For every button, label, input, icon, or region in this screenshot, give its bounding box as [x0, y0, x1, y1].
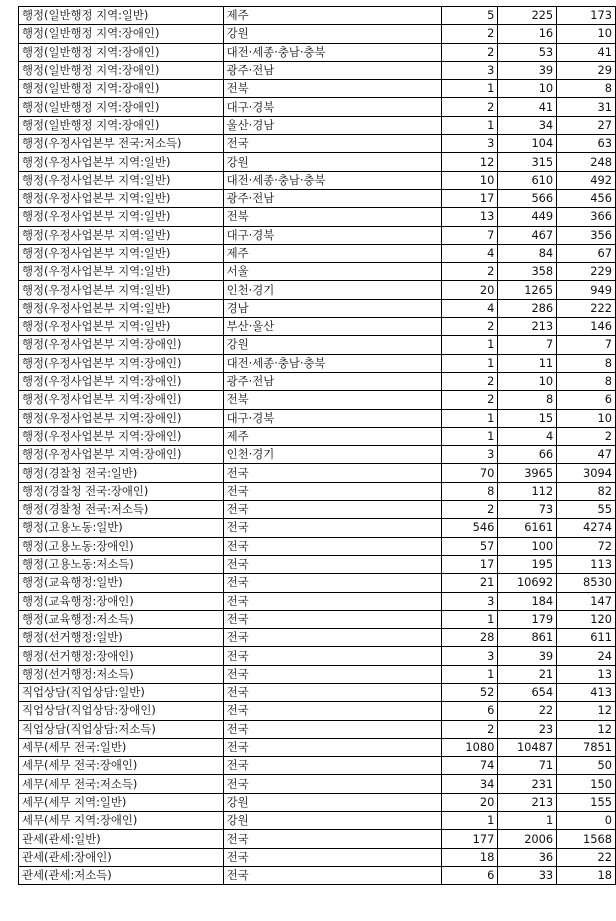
- examinees-cell: 41: [557, 43, 616, 61]
- examinees-cell: 113: [557, 555, 616, 573]
- region-cell: 대전·세종·충남·충북: [223, 171, 441, 189]
- recruit-field-cell: 행정(선거행정:저소득): [19, 665, 224, 683]
- applicants-cell: 36: [498, 848, 557, 866]
- examinees-cell: 12: [557, 720, 616, 738]
- examinees-cell: 82: [557, 482, 616, 500]
- table-row: [19, 263, 616, 281]
- region-cell: 전국: [223, 720, 441, 738]
- quota-cell: 1: [441, 336, 498, 354]
- recruit-field-cell: 행정(일반행정 지역:장애인): [19, 43, 224, 61]
- applicants-cell: 10: [498, 80, 557, 98]
- recruit-field-cell: 행정(교육행정:일반): [19, 574, 224, 592]
- applicants-cell: 22: [498, 702, 557, 720]
- region-cell: 인천·경기: [223, 446, 441, 464]
- quota-cell: 1080: [441, 738, 498, 756]
- table-body: [19, 7, 616, 885]
- region-cell: 전국: [223, 135, 441, 153]
- region-cell: 전국: [223, 629, 441, 647]
- recruit-field-cell: 행정(경찰청 전국:장애인): [19, 482, 224, 500]
- recruit-field-cell: 관세(관세:장애인): [19, 848, 224, 866]
- examinees-cell: 47: [557, 446, 616, 464]
- recruit-field-cell: 세무(세무 전국:저소득): [19, 775, 224, 793]
- recruit-field-cell: 행정(우정사업본부 지역:일반): [19, 153, 224, 171]
- recruit-field-cell: 행정(일반행정 지역:장애인): [19, 61, 224, 79]
- table-row: [19, 25, 616, 43]
- quota-cell: 6: [441, 702, 498, 720]
- region-cell: 전국: [223, 574, 441, 592]
- region-cell: 전국: [223, 738, 441, 756]
- applicants-cell: 33: [498, 866, 557, 884]
- examinees-cell: 1568: [557, 830, 616, 848]
- region-cell: 전국: [223, 665, 441, 683]
- examinees-cell: 13: [557, 665, 616, 683]
- examinees-cell: 72: [557, 537, 616, 555]
- applicants-cell: 53: [498, 43, 557, 61]
- quota-cell: 20: [441, 281, 498, 299]
- applicants-cell: 23: [498, 720, 557, 738]
- table-row: [19, 464, 616, 482]
- region-cell: 제주: [223, 427, 441, 445]
- region-cell: 경남: [223, 299, 441, 317]
- examinees-cell: 8: [557, 372, 616, 390]
- applicants-cell: 16: [498, 25, 557, 43]
- recruit-field-cell: 행정(우정사업본부 지역:일반): [19, 318, 224, 336]
- examinees-cell: 7851: [557, 738, 616, 756]
- quota-cell: 1: [441, 812, 498, 830]
- table-row: [19, 409, 616, 427]
- examinees-cell: 229: [557, 263, 616, 281]
- applicants-cell: 2006: [498, 830, 557, 848]
- applicants-cell: 213: [498, 793, 557, 811]
- recruit-field-cell: 행정(일반행정 지역:장애인): [19, 80, 224, 98]
- table-row: [19, 98, 616, 116]
- region-cell: 전국: [223, 830, 441, 848]
- table-row: [19, 574, 616, 592]
- applicants-cell: 1265: [498, 281, 557, 299]
- quota-cell: 70: [441, 464, 498, 482]
- table-row: [19, 135, 616, 153]
- table-row: [19, 336, 616, 354]
- applicants-cell: 10692: [498, 574, 557, 592]
- applicants-cell: 39: [498, 647, 557, 665]
- quota-cell: 8: [441, 482, 498, 500]
- recruit-field-cell: 직업상담(직업상담:저소득): [19, 720, 224, 738]
- applicants-cell: 10487: [498, 738, 557, 756]
- region-cell: 전국: [223, 757, 441, 775]
- examinees-cell: 12: [557, 702, 616, 720]
- applicants-cell: 41: [498, 98, 557, 116]
- region-cell: 서울: [223, 263, 441, 281]
- region-cell: 강원: [223, 793, 441, 811]
- applicants-cell: 8: [498, 391, 557, 409]
- examinees-cell: 10: [557, 409, 616, 427]
- table-row: [19, 775, 616, 793]
- applicants-cell: 15: [498, 409, 557, 427]
- table-row: [19, 501, 616, 519]
- recruit-field-cell: 행정(일반행정 지역:장애인): [19, 98, 224, 116]
- quota-cell: 3: [441, 592, 498, 610]
- recruit-field-cell: 행정(선거행정:장애인): [19, 647, 224, 665]
- region-cell: 전국: [223, 482, 441, 500]
- examinees-cell: 611: [557, 629, 616, 647]
- recruit-field-cell: 관세(관세:저소득): [19, 866, 224, 884]
- table-row: [19, 80, 616, 98]
- table-row: [19, 665, 616, 683]
- recruit-field-cell: 행정(우정사업본부 지역:장애인): [19, 391, 224, 409]
- examinees-cell: 0: [557, 812, 616, 830]
- quota-cell: 2: [441, 391, 498, 409]
- applicants-cell: 231: [498, 775, 557, 793]
- quota-cell: 3: [441, 135, 498, 153]
- examinees-cell: 50: [557, 757, 616, 775]
- examinees-cell: 2: [557, 427, 616, 445]
- quota-cell: 21: [441, 574, 498, 592]
- quota-cell: 74: [441, 757, 498, 775]
- recruit-field-cell: 행정(고용노동:일반): [19, 519, 224, 537]
- applicants-cell: 184: [498, 592, 557, 610]
- examinees-cell: 10: [557, 25, 616, 43]
- quota-cell: 17: [441, 555, 498, 573]
- recruit-field-cell: 세무(세무 지역:일반): [19, 793, 224, 811]
- applicants-cell: 71: [498, 757, 557, 775]
- applicants-cell: 4: [498, 427, 557, 445]
- examinees-cell: 173: [557, 7, 616, 25]
- examinees-cell: 146: [557, 318, 616, 336]
- recruit-field-cell: 직업상담(직업상담:장애인): [19, 702, 224, 720]
- recruit-field-cell: 행정(우정사업본부 지역:장애인): [19, 336, 224, 354]
- applicants-cell: 7: [498, 336, 557, 354]
- quota-cell: 2: [441, 501, 498, 519]
- quota-cell: 28: [441, 629, 498, 647]
- table-row: [19, 738, 616, 756]
- examinees-cell: 24: [557, 647, 616, 665]
- examinees-cell: 8: [557, 354, 616, 372]
- quota-cell: 177: [441, 830, 498, 848]
- recruit-field-cell: 행정(우정사업본부 지역:장애인): [19, 409, 224, 427]
- examinees-cell: 492: [557, 171, 616, 189]
- examinees-cell: 18: [557, 866, 616, 884]
- applicants-cell: 6161: [498, 519, 557, 537]
- recruit-field-cell: 행정(우정사업본부 지역:장애인): [19, 446, 224, 464]
- table-row: [19, 629, 616, 647]
- quota-cell: 1: [441, 610, 498, 628]
- applicants-cell: 104: [498, 135, 557, 153]
- region-cell: 전북: [223, 391, 441, 409]
- region-cell: 전국: [223, 592, 441, 610]
- examinees-cell: 8530: [557, 574, 616, 592]
- region-cell: 전국: [223, 848, 441, 866]
- examinees-cell: 6: [557, 391, 616, 409]
- examinees-cell: 120: [557, 610, 616, 628]
- region-cell: 전국: [223, 647, 441, 665]
- quota-cell: 52: [441, 683, 498, 701]
- recruit-field-cell: 행정(고용노동:저소득): [19, 555, 224, 573]
- recruit-field-cell: 행정(교육행정:장애인): [19, 592, 224, 610]
- applicants-cell: 21: [498, 665, 557, 683]
- table-row: [19, 720, 616, 738]
- region-cell: 강원: [223, 153, 441, 171]
- table-row: [19, 299, 616, 317]
- table-row: [19, 793, 616, 811]
- quota-cell: 546: [441, 519, 498, 537]
- quota-cell: 1: [441, 354, 498, 372]
- region-cell: 광주·전남: [223, 61, 441, 79]
- quota-cell: 4: [441, 299, 498, 317]
- recruit-field-cell: 행정(일반행정 지역:장애인): [19, 116, 224, 134]
- table-row: [19, 757, 616, 775]
- region-cell: 전국: [223, 464, 441, 482]
- examinees-cell: 147: [557, 592, 616, 610]
- table-row: [19, 555, 616, 573]
- quota-cell: 3: [441, 647, 498, 665]
- recruit-field-cell: 행정(우정사업본부 지역:일반): [19, 244, 224, 262]
- table-row: [19, 683, 616, 701]
- applicants-cell: 225: [498, 7, 557, 25]
- recruit-field-cell: 행정(고용노동:장애인): [19, 537, 224, 555]
- region-cell: 울산·경남: [223, 116, 441, 134]
- recruit-field-cell: 직업상담(직업상담:일반): [19, 683, 224, 701]
- examinees-cell: 67: [557, 244, 616, 262]
- table-row: [19, 7, 616, 25]
- examinees-cell: 248: [557, 153, 616, 171]
- examinees-cell: 222: [557, 299, 616, 317]
- examinees-cell: 366: [557, 208, 616, 226]
- recruit-field-cell: 행정(우정사업본부 지역:일반): [19, 189, 224, 207]
- examinees-cell: 3094: [557, 464, 616, 482]
- examinees-cell: 155: [557, 793, 616, 811]
- recruit-field-cell: 행정(경찰청 전국:저소득): [19, 501, 224, 519]
- examinees-cell: 31: [557, 98, 616, 116]
- data-table: [18, 6, 616, 885]
- table-row: [19, 43, 616, 61]
- quota-cell: 2: [441, 43, 498, 61]
- quota-cell: 57: [441, 537, 498, 555]
- quota-cell: 1: [441, 427, 498, 445]
- table-row: [19, 281, 616, 299]
- examinees-cell: 29: [557, 61, 616, 79]
- recruit-field-cell: 행정(우정사업본부 전국:저소득): [19, 135, 224, 153]
- examinees-cell: 949: [557, 281, 616, 299]
- region-cell: 대구·경북: [223, 226, 441, 244]
- region-cell: 전국: [223, 683, 441, 701]
- table-row: [19, 812, 616, 830]
- applicants-cell: 449: [498, 208, 557, 226]
- quota-cell: 18: [441, 848, 498, 866]
- applicants-cell: 358: [498, 263, 557, 281]
- quota-cell: 1: [441, 80, 498, 98]
- table-row: [19, 153, 616, 171]
- table-row: [19, 610, 616, 628]
- table-row: [19, 446, 616, 464]
- table-row: [19, 702, 616, 720]
- quota-cell: 3: [441, 446, 498, 464]
- quota-cell: 4: [441, 244, 498, 262]
- region-cell: 강원: [223, 25, 441, 43]
- examinees-cell: 55: [557, 501, 616, 519]
- examinees-cell: 22: [557, 848, 616, 866]
- recruit-field-cell: 행정(선거행정:일반): [19, 629, 224, 647]
- region-cell: 전국: [223, 519, 441, 537]
- recruit-field-cell: 행정(경찰청 전국:일반): [19, 464, 224, 482]
- table-row: [19, 116, 616, 134]
- table-row: [19, 244, 616, 262]
- recruit-field-cell: 행정(우정사업본부 지역:장애인): [19, 427, 224, 445]
- table-row: [19, 848, 616, 866]
- region-cell: 전국: [223, 702, 441, 720]
- region-cell: 강원: [223, 336, 441, 354]
- quota-cell: 1: [441, 665, 498, 683]
- applicants-cell: 566: [498, 189, 557, 207]
- examinees-cell: 63: [557, 135, 616, 153]
- table-row: [19, 592, 616, 610]
- table-row: [19, 519, 616, 537]
- recruit-field-cell: 행정(우정사업본부 지역:장애인): [19, 372, 224, 390]
- applicants-cell: 73: [498, 501, 557, 519]
- quota-cell: 2: [441, 318, 498, 336]
- examinees-cell: 4274: [557, 519, 616, 537]
- table-row: [19, 427, 616, 445]
- quota-cell: 10: [441, 171, 498, 189]
- applicants-cell: 286: [498, 299, 557, 317]
- applicants-cell: 3965: [498, 464, 557, 482]
- recruit-field-cell: 세무(세무 전국:장애인): [19, 757, 224, 775]
- recruit-field-cell: 행정(우정사업본부 지역:일반): [19, 208, 224, 226]
- table-row: [19, 189, 616, 207]
- quota-cell: 20: [441, 793, 498, 811]
- region-cell: 전국: [223, 775, 441, 793]
- quota-cell: 6: [441, 866, 498, 884]
- table-row: [19, 61, 616, 79]
- region-cell: 광주·전남: [223, 189, 441, 207]
- applicants-cell: 1: [498, 812, 557, 830]
- applicants-cell: 861: [498, 629, 557, 647]
- applicants-cell: 10: [498, 372, 557, 390]
- recruit-field-cell: 행정(일반행정 지역:장애인): [19, 25, 224, 43]
- applicants-cell: 654: [498, 683, 557, 701]
- applicants-cell: 112: [498, 482, 557, 500]
- region-cell: 인천·경기: [223, 281, 441, 299]
- applicants-cell: 315: [498, 153, 557, 171]
- quota-cell: 2: [441, 263, 498, 281]
- quota-cell: 2: [441, 98, 498, 116]
- recruit-field-cell: 행정(우정사업본부 지역:일반): [19, 299, 224, 317]
- applicants-cell: 467: [498, 226, 557, 244]
- region-cell: 전국: [223, 610, 441, 628]
- quota-cell: 13: [441, 208, 498, 226]
- applicants-cell: 39: [498, 61, 557, 79]
- table-row: [19, 866, 616, 884]
- quota-cell: 34: [441, 775, 498, 793]
- quota-cell: 1: [441, 409, 498, 427]
- quota-cell: 17: [441, 189, 498, 207]
- recruit-field-cell: 행정(우정사업본부 지역:일반): [19, 281, 224, 299]
- table-row: [19, 537, 616, 555]
- quota-cell: 5: [441, 7, 498, 25]
- examinees-cell: 150: [557, 775, 616, 793]
- region-cell: 제주: [223, 7, 441, 25]
- region-cell: 부산·울산: [223, 318, 441, 336]
- table-row: [19, 647, 616, 665]
- region-cell: 대구·경북: [223, 98, 441, 116]
- quota-cell: 2: [441, 720, 498, 738]
- recruit-field-cell: 관세(관세:일반): [19, 830, 224, 848]
- applicants-cell: 11: [498, 354, 557, 372]
- examinees-cell: 456: [557, 189, 616, 207]
- examinees-cell: 8: [557, 80, 616, 98]
- quota-cell: 2: [441, 372, 498, 390]
- region-cell: 전북: [223, 80, 441, 98]
- region-cell: 전국: [223, 501, 441, 519]
- applicants-cell: 84: [498, 244, 557, 262]
- region-cell: 대전·세종·충남·충북: [223, 43, 441, 61]
- table-row: [19, 482, 616, 500]
- applicants-cell: 213: [498, 318, 557, 336]
- table-row: [19, 318, 616, 336]
- applicants-cell: 610: [498, 171, 557, 189]
- table-row: [19, 830, 616, 848]
- table-row: [19, 208, 616, 226]
- region-cell: 대전·세종·충남·충북: [223, 354, 441, 372]
- quota-cell: 2: [441, 25, 498, 43]
- region-cell: 강원: [223, 812, 441, 830]
- recruit-field-cell: 행정(우정사업본부 지역:일반): [19, 263, 224, 281]
- recruit-field-cell: 행정(교육행정:저소득): [19, 610, 224, 628]
- recruit-field-cell: 행정(우정사업본부 지역:장애인): [19, 354, 224, 372]
- region-cell: 제주: [223, 244, 441, 262]
- table-row: [19, 391, 616, 409]
- applicants-cell: 66: [498, 446, 557, 464]
- recruit-field-cell: 행정(일반행정 지역:일반): [19, 7, 224, 25]
- applicants-cell: 195: [498, 555, 557, 573]
- applicants-cell: 179: [498, 610, 557, 628]
- quota-cell: 12: [441, 153, 498, 171]
- quota-cell: 3: [441, 61, 498, 79]
- examinees-cell: 356: [557, 226, 616, 244]
- recruit-field-cell: 세무(세무 전국:일반): [19, 738, 224, 756]
- examinees-cell: 27: [557, 116, 616, 134]
- region-cell: 광주·전남: [223, 372, 441, 390]
- recruit-field-cell: 행정(우정사업본부 지역:일반): [19, 171, 224, 189]
- table-row: [19, 354, 616, 372]
- table-row: [19, 171, 616, 189]
- region-cell: 전국: [223, 555, 441, 573]
- table-row: [19, 226, 616, 244]
- region-cell: 전국: [223, 866, 441, 884]
- examinees-cell: 7: [557, 336, 616, 354]
- examinees-cell: 413: [557, 683, 616, 701]
- region-cell: 대구·경북: [223, 409, 441, 427]
- region-cell: 전국: [223, 537, 441, 555]
- applicants-cell: 34: [498, 116, 557, 134]
- quota-cell: 7: [441, 226, 498, 244]
- applicants-cell: 100: [498, 537, 557, 555]
- quota-cell: 1: [441, 116, 498, 134]
- recruit-field-cell: 행정(우정사업본부 지역:일반): [19, 226, 224, 244]
- table-row: [19, 372, 616, 390]
- recruit-field-cell: 세무(세무 지역:장애인): [19, 812, 224, 830]
- region-cell: 전북: [223, 208, 441, 226]
